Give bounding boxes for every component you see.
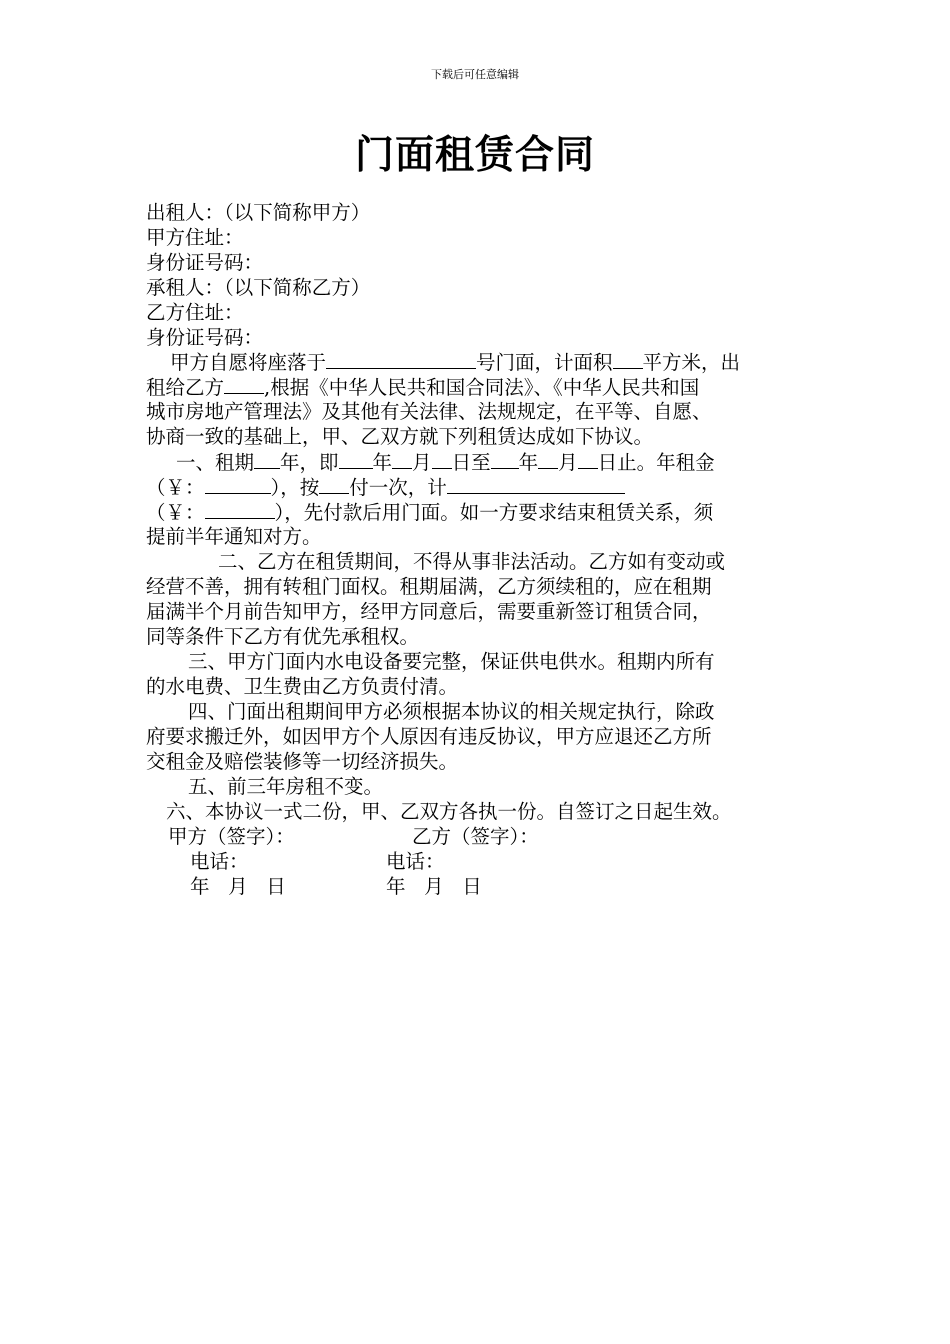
clause4-line-2: 府要求搬迁外，如因甲方个人原因有违反协议，甲方应退还乙方所 xyxy=(146,725,712,748)
clause4-line-3: 交租金及赔偿装修等一切经济损失。 xyxy=(146,750,459,773)
preamble-text: 平方米，出 xyxy=(642,351,741,374)
lessor-line: 出租人：（以下简称甲方） xyxy=(146,201,371,224)
payment-total-blank xyxy=(447,474,625,494)
start-month-blank xyxy=(392,449,412,469)
preamble-line-4: 协商一致的基础上，甲、乙双方就下列租赁达成如下协议。 xyxy=(146,425,654,448)
clause-text: 月 xyxy=(558,451,578,474)
clause3-line-1: 三、甲方门面内水电设备要完整，保证供电供水。租期内所有 xyxy=(188,650,715,673)
area-blank xyxy=(613,349,643,369)
location-blank xyxy=(326,349,476,369)
start-day-blank xyxy=(432,449,452,469)
clause-text: 日止。年租金 xyxy=(597,451,715,474)
party-a-date: 年 月 日 xyxy=(190,875,286,898)
clause-text: 年 xyxy=(518,451,539,474)
page-header: 下载后可任意编辑 xyxy=(431,68,519,81)
clause2-line-1: 二、乙方在租赁期间，不得从事非法活动。乙方如有变动或 xyxy=(218,550,726,573)
clause-text: 月 xyxy=(412,451,432,474)
payment-amount-blank xyxy=(205,499,275,519)
party-b-date: 年 月 日 xyxy=(386,875,482,898)
end-month-blank xyxy=(538,449,558,469)
clause3-line-2: 的水电费、卫生费由乙方负责付清。 xyxy=(146,675,459,698)
lessee-blank xyxy=(224,374,264,394)
payment-period-blank xyxy=(319,474,349,494)
start-year-blank xyxy=(339,449,373,469)
term-years-blank xyxy=(254,449,280,469)
clause5: 五、前三年房租不变。 xyxy=(188,775,384,798)
clause-text: （￥： xyxy=(146,501,205,524)
preamble-line-3: 城市房地产管理法》及其他有关法律、法规规定，在平等、自愿、 xyxy=(146,400,712,423)
clause2-line-2: 经营不善，拥有转租门面权。租期届满，乙方须续租的，应在租期 xyxy=(146,575,712,598)
preamble-text: 号门面，计面积 xyxy=(476,351,613,374)
clause4-line-1: 四、门面出租期间甲方必须根据本协议的相关规定执行，除政 xyxy=(188,700,715,723)
clause1-line-1 xyxy=(146,449,715,475)
lessee-line: 承租人：（以下简称乙方） xyxy=(146,276,371,299)
clause1-line-3 xyxy=(146,499,713,525)
preamble-line-2 xyxy=(146,374,699,400)
clause2-line-4: 同等条件下乙方有优先承租权。 xyxy=(146,625,420,648)
preamble-text: 甲方自愿将座落于 xyxy=(170,351,327,374)
clause-text: 日至 xyxy=(451,451,491,474)
party-b-id: 身份证号码： xyxy=(146,326,264,349)
clause-text: （￥： xyxy=(146,476,205,499)
clause-text: 付一次，计 xyxy=(349,476,447,499)
party-b-signature: 乙方（签字）： xyxy=(412,825,539,848)
party-a-id: 身份证号码： xyxy=(146,251,264,274)
clause1-line-4: 提前半年通知对方。 xyxy=(146,525,322,548)
clause2-line-3: 届满半个月前告知甲方，经甲方同意后，需要重新签订租赁合同， xyxy=(146,600,712,623)
end-day-blank xyxy=(578,449,598,469)
party-b-address: 乙方住址： xyxy=(146,301,244,324)
clause-text: ），先付款后用门面。如一方要求结束租赁关系，须 xyxy=(274,501,714,524)
clause-text: 年 xyxy=(372,451,393,474)
end-year-blank xyxy=(491,449,519,469)
document-title: 门面租赁合同 xyxy=(354,132,595,178)
annual-rent-blank xyxy=(205,474,271,494)
party-a-signature: 甲方（签字）： xyxy=(168,825,295,848)
preamble-text: ,根据《中华人民共和国合同法》、《中华人民共和国 xyxy=(264,376,700,399)
clause1-line-2 xyxy=(146,474,625,500)
clause6: 六、本协议一式二份，甲、乙双方各执一份。自签订之日起生效。 xyxy=(166,800,732,823)
party-b-phone: 电话： xyxy=(386,850,445,873)
preamble-text: 租给乙方 xyxy=(146,376,225,399)
clause-text: 一、租期 xyxy=(176,451,255,474)
clause-text: ），按 xyxy=(270,476,320,499)
clause-text: 年，即 xyxy=(280,451,339,474)
party-a-address: 甲方住址： xyxy=(146,226,244,249)
preamble-line-1 xyxy=(146,349,740,375)
party-a-phone: 电话： xyxy=(190,850,249,873)
